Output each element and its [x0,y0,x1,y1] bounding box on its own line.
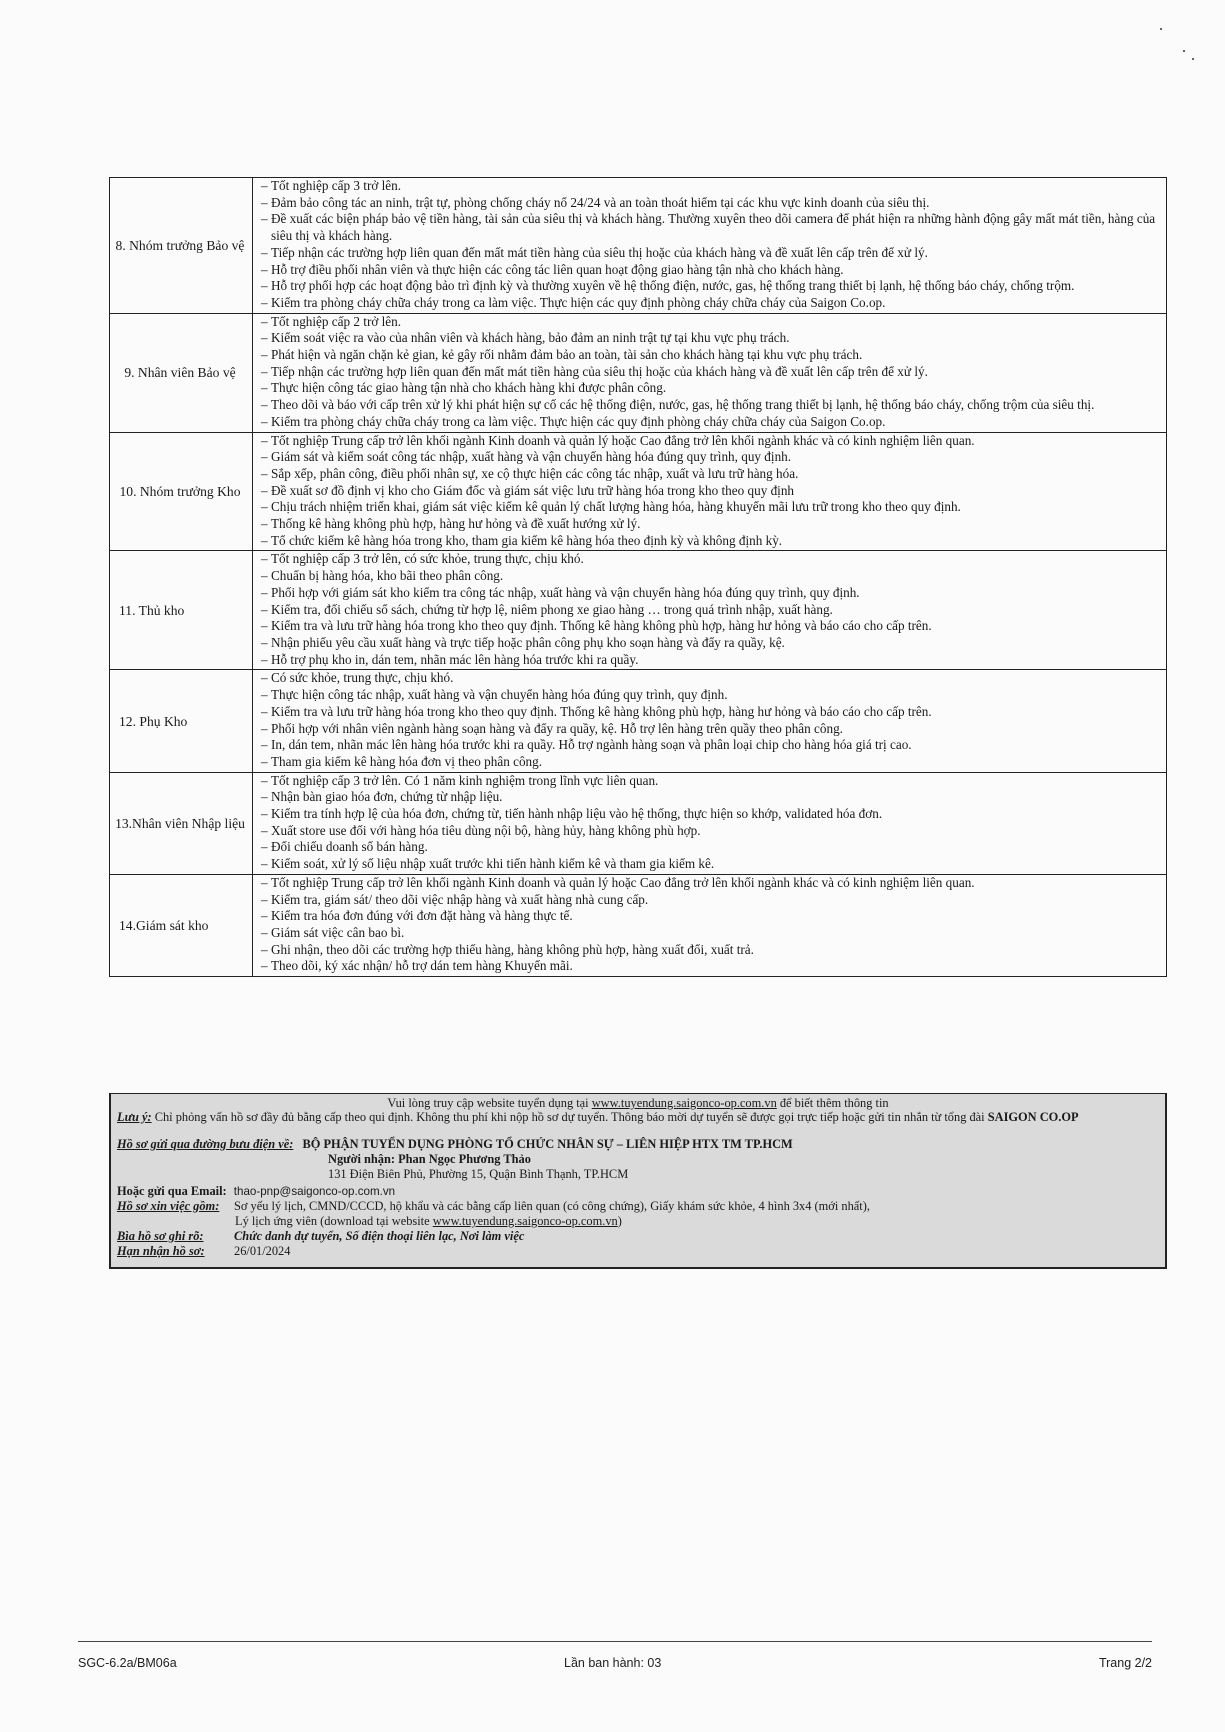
recipient: Người nhận: Phan Ngọc Phương Thảo [328,1152,531,1166]
duty-text: Tham gia kiểm kê hàng hóa đơn vị theo phân công. [271,753,543,769]
duty-text: Thực hiện công tác nhập, xuất hàng và vận chuyển hàng hóa đúng quy trình, quy định. [271,687,728,703]
bullet-dash: – [261,397,268,413]
job-title: 8. Nhóm trưởng Bảo vệ [110,178,253,314]
bullet-dash: – [261,449,268,465]
bullet-dash: – [261,194,268,210]
duty-item [258,211,1162,244]
duty-text: Hỗ trợ phụ kho in, dán tem, nhãn mác lên hàng hóa trước khi ra quầy. [271,651,639,667]
duty-text: Kiểm tra hóa đơn đúng với đơn đặt hàng và hàng thực tế. [271,908,573,924]
bullet-dash: – [261,874,268,890]
job-row [110,432,1167,551]
job-table-body [110,178,1167,977]
bullet-dash: – [261,278,268,294]
deadline-label: Hạn nhận hồ sơ: [117,1244,205,1258]
duty-text: Đối chiếu doanh số bán hàng. [271,839,428,855]
bullet-dash: – [261,211,268,227]
application-notes [109,1093,1167,1269]
duty-text: Kiểm tra phòng cháy chữa cháy trong ca làm việc. Thực hiện các quy định phòng cháy chữa cháy của Saigon Co.op. [271,413,886,429]
page-number: Trang 2/2 [1098,1656,1152,1670]
job-title: 13.Nhân viên Nhập liệu [110,772,253,874]
duty-item [258,754,1162,771]
duty-item [258,178,1162,195]
duty-text: Tốt nghiệp Trung cấp trở lên khối ngành Kinh doanh và quản lý hoặc Cao đẳng trở lên khối ngành khác và có kinh nghiệm liên quan. [271,874,975,890]
duty-text: Theo dõi và báo với cấp trên xử lý khi phát hiện sự cố các hệ thống điện, nước, gas, hệ thống trang thiết bị lạnh, hệ thống báo cháy, chống trộm của siêu thị. [271,397,1095,413]
duty-text: Kiểm tra tính hợp lệ của hóa đơn, chứng từ, tiến hành nhập liệu vào hệ thống, thực hiện so khớp, validated hóa đơn. [271,806,883,822]
bullet-dash: – [261,753,268,769]
job-row [110,874,1167,976]
job-row [110,772,1167,874]
duty-item [258,278,1162,295]
edition: Lần ban hành: 03 [564,1656,662,1670]
note-label: Lưu ý: [117,1110,152,1124]
bullet-dash: – [261,634,268,650]
bullet-dash: – [261,839,268,855]
duty-text: Kiểm tra và lưu trữ hàng hóa trong kho theo quy định. Thống kê hàng không phù hợp, hàng hư hỏng và báo cáo cho cấp trên. [271,618,932,634]
duty-text: Hỗ trợ điều phối nhân viên và thực hiện các công tác liên quan hoạt động giao hàng tận nhà cho khách hàng. [271,261,844,277]
download-link[interactable]: www.tuyendung.saigonco-op.com.vn [432,1214,618,1228]
bullet-dash: – [261,413,268,429]
bullet-dash: – [261,822,268,838]
bullet-dash: – [261,482,268,498]
bullet-dash: – [261,618,268,634]
bullet-dash: – [261,772,268,788]
bullet-dash: – [261,465,268,481]
post-label: Hồ sơ gửi qua đường bưu điện về: [117,1137,294,1151]
website-note: Vui lòng truy cập website tuyển dụng tại www.tuyendung.saigonco-op.com.vn để biết thêm thông tin [387,1096,889,1110]
post-department: BỘ PHẬN TUYỂN DỤNG PHÒNG TỔ CHỨC NHÂN SỰ – LIÊN HIỆP HTX TM TP.HCM [302,1137,793,1151]
duty-item [258,414,1162,431]
duty-text: Phối hợp với giám sát kho kiểm tra công tác nhập, xuất hàng và vận chuyển hàng hóa đúng quy trình, quy định. [271,584,860,600]
documents-line-2: Lý lịch ứng viên (download tại website www.tuyendung.saigonco-op.com.vn) [235,1214,622,1228]
cover-label: Bìa hồ sơ ghi rõ: [117,1229,204,1243]
duty-text: Theo dõi, ký xác nhận/ hỗ trợ dán tem hàng Khuyến mãi. [271,958,573,974]
duty-text: Kiểm soát, xử lý số liệu nhập xuất trước khi tiến hành kiểm kê và tham gia kiểm kê. [271,856,715,872]
duty-item [258,773,1162,790]
bullet-dash: – [261,532,268,548]
duty-item [258,533,1162,550]
duty-text: Tốt nghiệp Trung cấp trở lên khối ngành Kinh doanh và quản lý hoặc Cao đẳng trở lên khối ngành khác và có kinh nghiệm liên quan. [271,432,975,448]
job-duties [253,670,1167,772]
duty-text: Phát hiện và ngăn chặn kẻ gian, kẻ gây rối nhằm đảm bảo an toàn, tài sản cho khách hàng tại khu vực phụ trách. [271,347,863,363]
duty-item [258,330,1162,347]
duty-item [258,856,1162,873]
bullet-dash: – [261,347,268,363]
cover-line [117,1229,1159,1244]
job-duties [253,178,1167,314]
duty-text: Tốt nghiệp cấp 2 trở lên. [271,313,402,329]
bullet-dash: – [261,178,268,193]
duty-item [258,839,1162,856]
email-address[interactable]: thao-pnp@saigonco-op.com.vn [233,1185,396,1198]
duty-item [258,364,1162,381]
scan-speck [1192,58,1194,60]
bullet-dash: – [261,313,268,329]
duty-item [258,892,1162,909]
duty-text: In, dán tem, nhãn mác lên hàng hóa trước khi ra quầy. Hỗ trợ ngành hàng soạn và phân loại chip cho hàng hóa giá trị cao. [271,737,912,753]
duty-text: Nhận bàn giao hóa đơn, chứng từ nhập liệu. [271,789,503,805]
note-line [117,1110,1159,1125]
job-title: 11. Thủ kho [110,551,253,670]
scan-speck [1183,50,1185,52]
duty-item [258,806,1162,823]
duty-item [258,397,1162,414]
note-brand: SAIGON CO.OP [987,1110,1079,1124]
duty-item [258,602,1162,619]
bullet-dash: – [261,516,268,532]
duty-item [258,433,1162,450]
bullet-dash: – [261,651,268,667]
duty-item [258,925,1162,942]
bullet-dash: – [261,499,268,515]
duty-item [258,958,1162,975]
bullet-dash: – [261,941,268,957]
duty-text: Kiểm tra và lưu trữ hàng hóa trong kho theo quy định. Thống kê hàng không phù hợp, hàng hư hỏng và báo cáo cho cấp trên. [271,703,932,719]
email-line [117,1184,1159,1200]
scan-speck [1160,28,1162,30]
duty-item [258,585,1162,602]
duty-text: Tổ chức kiểm kê hàng hóa trong kho, tham gia kiểm kê hàng hóa theo định kỳ và không định kỳ. [271,532,783,548]
duty-text: Giám sát và kiểm soát công tác nhập, xuất hàng và vận chuyển hàng hóa đúng quy trình, quy định. [271,449,792,465]
bullet-dash: – [261,294,268,310]
documents-line [117,1199,1159,1214]
duty-item [258,262,1162,279]
documents-text: Sơ yếu lý lịch, CMND/CCCD, hộ khẩu và các bằng cấp liên quan (có công chứng), Giấy khám sức khỏe, 4 hình 3x4 (mới nhất), [234,1199,870,1213]
duty-item [258,295,1162,312]
duty-item [258,483,1162,500]
duty-text: Có sức khỏe, trung thực, chịu khó. [271,670,454,686]
note-text: Chỉ phỏng vấn hồ sơ đầy đủ bằng cấp theo qui định. Không thu phí khi nộp hồ sơ dự tuyển. Thông báo mời dự tuyển sẽ được gọi trực tiếp hoặc gửi tin nhắn từ tổng đài [151,1110,988,1124]
duty-text: Hỗ trợ phối hợp các hoạt động bảo trì định kỳ và thường xuyên về hệ thống điện, nước, gas, hệ thống trang thiết bị lạnh, hệ thống báo cháy, chống trộm. [271,278,1075,294]
duty-item [258,652,1162,669]
duty-item [258,721,1162,738]
job-row [110,670,1167,772]
bullet-dash: – [261,908,268,924]
job-row [110,551,1167,670]
bullet-dash: – [261,432,268,448]
job-duties [253,432,1167,551]
duty-item [258,551,1162,568]
duty-item [258,499,1162,516]
bullet-dash: – [261,856,268,872]
bullet-dash: – [261,330,268,346]
job-row [110,313,1167,432]
duty-text: Kiểm soát việc ra vào của nhân viên và khách hàng, bảo đảm an ninh trật tự tại khu vực phụ trách. [271,330,790,346]
duty-item [258,704,1162,721]
duty-item [258,687,1162,704]
duty-item [258,908,1162,925]
duty-text: Đề xuất các biện pháp bảo vệ tiền hàng, tài sản của siêu thị và khách hàng. Thường xuyên theo dõi camera để phát hiện ra những hành động gây mất mát tiền, hàng của siêu thị và khách hàng. [271,211,1156,244]
post-line [117,1137,1159,1152]
bullet-dash: – [261,703,268,719]
bullet-dash: – [261,958,268,974]
duty-text: Giám sát việc cân bao bì. [271,924,405,940]
duty-text: Tiếp nhận các trường hợp liên quan đến mất mát tiền hàng của siêu thị hoặc của khách hàng và đề xuất lên cấp trên để xử lý. [271,363,928,379]
duty-item [258,670,1162,687]
job-title: 9. Nhân viên Bảo vệ [110,313,253,432]
bullet-dash: – [261,670,268,686]
address: 131 Điện Biên Phủ, Phường 15, Quận Bình Thạnh, TP.HCM [328,1167,629,1181]
duty-item [258,314,1162,331]
bullet-dash: – [261,789,268,805]
bullet-dash: – [261,891,268,907]
bullet-dash: – [261,601,268,617]
job-duties [253,874,1167,976]
duty-text: Kiểm tra, đối chiếu sổ sách, chứng từ hợp lệ, niêm phong xe giao hàng … trong quá trình nhập, xuất hàng. [271,601,833,617]
bullet-dash: – [261,687,268,703]
bullet-dash: – [261,244,268,260]
duty-text: Sắp xếp, phân công, điều phối nhân sự, xe cộ thực hiện các công tác nhập, xuất và lưu trữ hàng hóa. [271,465,799,481]
duty-item [258,635,1162,652]
email-label: Hoặc gửi qua Email: [117,1184,227,1198]
duty-item [258,195,1162,212]
duty-text: Tốt nghiệp cấp 3 trở lên. Có 1 năm kinh nghiệm trong lĩnh vực liên quan. [271,772,659,788]
job-duties [253,551,1167,670]
duty-item [258,449,1162,466]
duty-item [258,347,1162,364]
bullet-dash: – [261,924,268,940]
job-title: 12. Phụ Kho [110,670,253,772]
job-title: 14.Giám sát kho [110,874,253,976]
deadline-line [117,1244,1159,1259]
duty-text: Xuất store use đối với hàng hóa tiêu dùng nội bộ, hàng hủy, hàng không phù hợp. [271,822,701,838]
duty-text: Kiểm tra phòng cháy chữa cháy trong ca làm việc. Thực hiện các quy định phòng cháy chữa cháy của Saigon Co.op. [271,294,886,310]
job-duties [253,313,1167,432]
duty-text: Phối hợp với nhân viên ngành hàng soạn hàng và đẩy ra quầy, kệ. Hỗ trợ lên hàng trên quầy theo phân công. [271,720,843,736]
job-row [110,178,1167,314]
duty-item [258,245,1162,262]
duty-item [258,789,1162,806]
duty-text: Tốt nghiệp cấp 3 trở lên. [271,178,402,193]
duty-item [258,516,1162,533]
duty-text: Đề xuất sơ đồ định vị kho cho Giám đốc và giám sát việc lưu trữ hàng hóa trong kho theo quy định [271,482,795,498]
job-duties [253,772,1167,874]
duty-item [258,466,1162,483]
duty-item [258,875,1162,892]
duty-text: Nhận phiếu yêu cầu xuất hàng và trực tiếp hoặc phân công phụ kho soạn hàng và đẩy ra quầy, kệ. [271,634,785,650]
page-footer [78,1641,1152,1682]
bullet-dash: – [261,720,268,736]
bullet-dash: – [261,568,268,584]
bullet-dash: – [261,380,268,396]
duty-item [258,380,1162,397]
duty-item [258,942,1162,959]
duty-text: Chịu trách nhiệm triển khai, giám sát việc kiểm kê quản lý chất lượng hàng hóa, hàng khuyến mãi lưu trữ trong kho theo quy định. [271,499,961,515]
duty-item [258,823,1162,840]
bullet-dash: – [261,584,268,600]
duty-item [258,737,1162,754]
duty-text: Tiếp nhận các trường hợp liên quan đến mất mát tiền hàng của siêu thị hoặc của khách hàng và đề xuất lên cấp trên để xử lý. [271,244,928,260]
duty-text: Thực hiện công tác giao hàng tận nhà cho khách hàng khi được phân công. [271,380,667,396]
bullet-dash: – [261,551,268,567]
duty-text: Ghi nhận, theo dõi các trường hợp thiếu hàng, hàng không phù hợp, hàng xuất đổi, xuất trả. [271,941,754,957]
form-code: SGC-6.2a/BM06a [78,1656,177,1670]
job-table [109,177,1167,977]
bullet-dash: – [261,806,268,822]
duty-text: Thống kê hàng không phù hợp, hàng hư hỏng và đề xuất hướng xử lý. [271,516,641,532]
duty-text: Tốt nghiệp cấp 3 trở lên, có sức khỏe, trung thực, chịu khó. [271,551,584,567]
duty-item [258,618,1162,635]
deadline-date: 26/01/2024 [234,1244,291,1258]
duty-text: Kiểm tra, giám sát/ theo dõi việc nhập hàng và xuất hàng nhà cung cấp. [271,891,649,907]
duty-text: Chuẩn bị hàng hóa, kho bãi theo phân công. [271,568,504,584]
bullet-dash: – [261,737,268,753]
cover-text: Chức danh dự tuyển, Số điện thoại liên lạc, Nơi làm việc [234,1229,525,1243]
bullet-dash: – [261,261,268,277]
duty-text: Đảm bảo công tác an ninh, trật tự, phòng chống cháy nổ 24/24 và an toàn thoát hiểm tại các khu vực kinh doanh của siêu thị. [271,194,930,210]
website-link[interactable]: www.tuyendung.saigonco-op.com.vn [591,1096,777,1110]
duty-item [258,568,1162,585]
job-title: 10. Nhóm trưởng Kho [110,432,253,551]
documents-label: Hồ sơ xin việc gồm: [117,1199,220,1213]
bullet-dash: – [261,363,268,379]
